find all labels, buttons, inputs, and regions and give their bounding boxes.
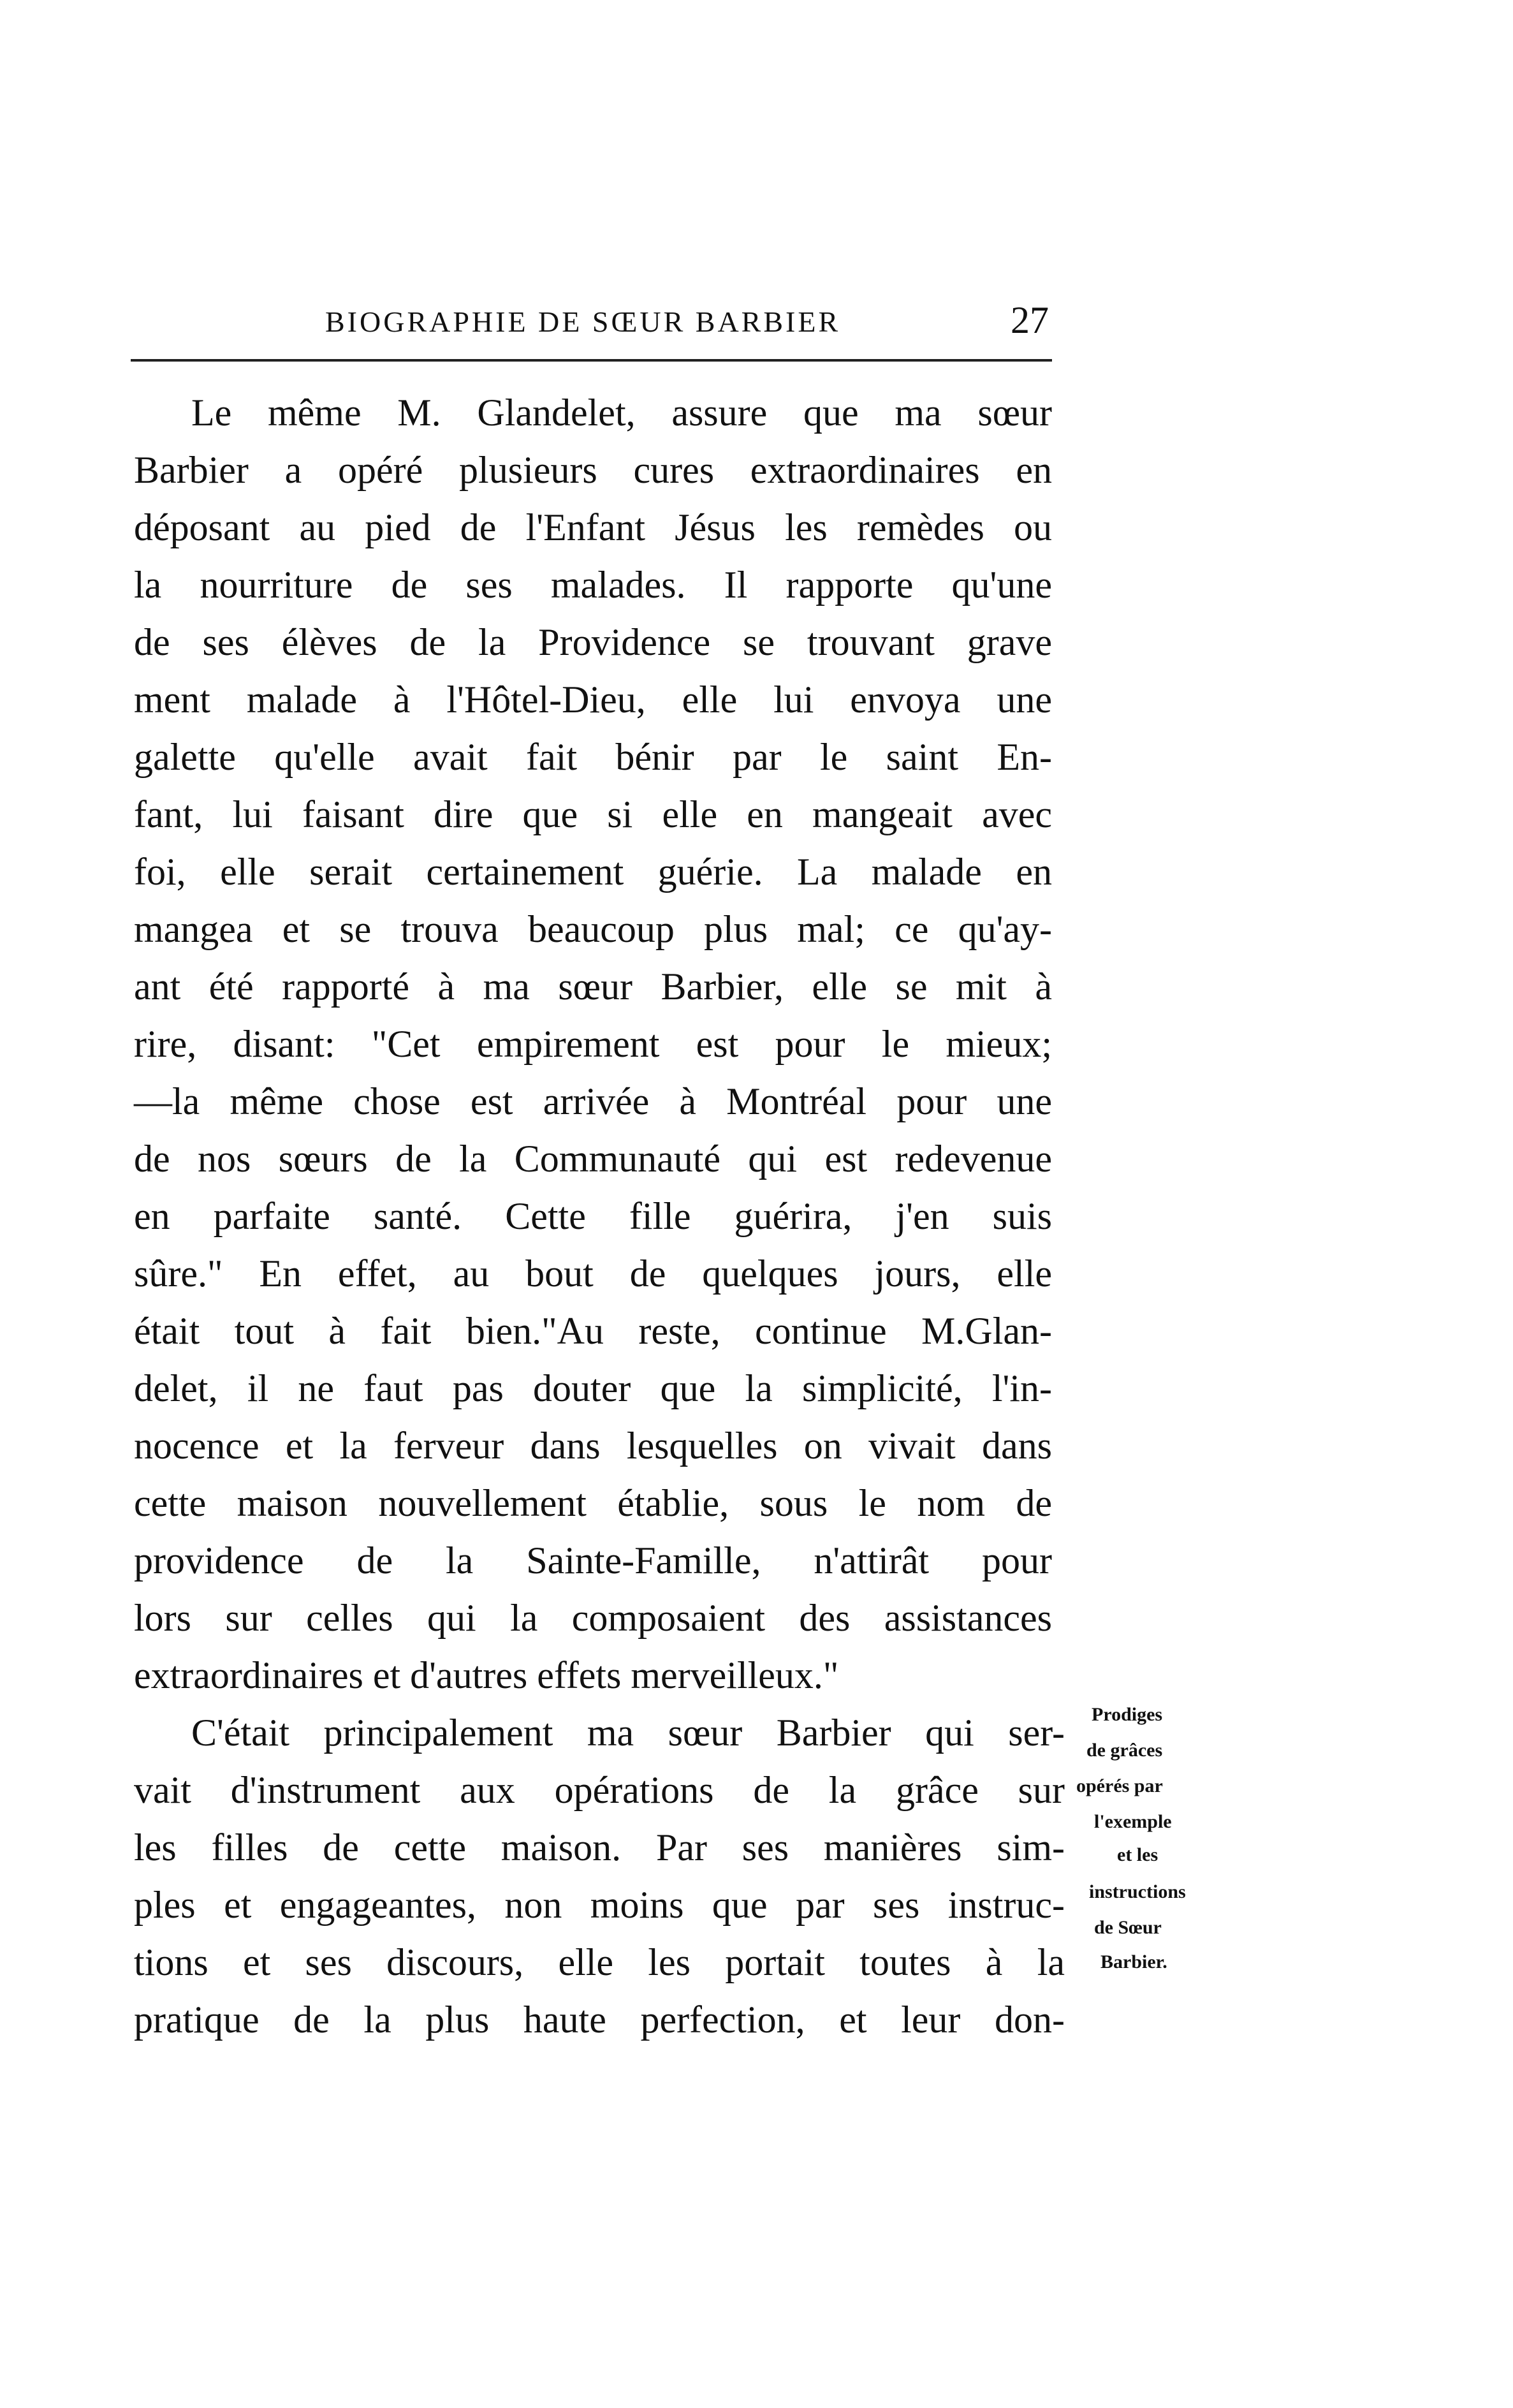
text-line: fant, lui faisant dire que si elle en mangeait avec (134, 793, 1052, 835)
text-line: extraordinaires et d'autres effets merveilleux." (134, 1654, 839, 1696)
margin-note-line: Barbier. (1100, 1951, 1167, 1972)
running-title: BIOGRAPHIE DE SŒUR BARBIER (325, 305, 841, 338)
text-line: delet, il ne faut pas douter que la simplicité, l'in- (134, 1367, 1052, 1409)
margin-note-line: Prodiges (1092, 1704, 1163, 1725)
text-line: en parfaite santé. Cette fille guérira, j'en suis (134, 1195, 1052, 1237)
text-line: foi, elle serait certainement guérie. La malade en (134, 851, 1052, 893)
text-line: —la même chose est arrivée à Montréal pour une (134, 1080, 1052, 1122)
text-line: C'était principalement ma sœur Barbier qui ser- (191, 1712, 1065, 1754)
text-line: tions et ses discours, elle les portait toutes à la (134, 1941, 1065, 1983)
margin-note-line: instructions (1089, 1881, 1186, 1902)
text-line: Le même M. Glandelet, assure que ma sœur (191, 392, 1052, 434)
text-line: galette qu'elle avait fait bénir par le saint En- (134, 736, 1052, 778)
margin-note-line: de Sœur (1094, 1917, 1162, 1938)
text-line: cette maison nouvellement établie, sous le nom de (134, 1482, 1052, 1524)
text-line: nocence et la ferveur dans lesquelles on vivait dans (134, 1425, 1052, 1467)
text-line: sûre." En effet, au bout de quelques jours, elle (134, 1252, 1052, 1295)
text-line: les filles de cette maison. Par ses manières sim- (134, 1826, 1065, 1868)
margin-note-line: de grâces (1086, 1740, 1163, 1761)
text-line: de nos sœurs de la Communauté qui est redevenue (134, 1138, 1052, 1180)
text-line: la nourriture de ses malades. Il rapporte qu'une (134, 564, 1052, 606)
text-line: pratique de la plus haute perfection, et leur don- (134, 1999, 1065, 2041)
text-line: lors sur celles qui la composaient des assistances (134, 1597, 1052, 1639)
text-line: de ses élèves de la Providence se trouvant grave (134, 621, 1052, 663)
margin-note-line: opérés par (1076, 1775, 1163, 1796)
running-head (325, 298, 1049, 343)
text-line: était tout à fait bien."Au reste, continue M.Glan- (134, 1310, 1052, 1352)
text-line: déposant au pied de l'Enfant Jésus les remèdes ou (134, 506, 1052, 548)
text-line: ant été rapporté à ma sœur Barbier, elle se mit à (134, 965, 1052, 1008)
page-number: 27 (1011, 299, 1049, 341)
text-line: vait d'instrument aux opérations de la grâce sur (134, 1769, 1065, 1811)
text-line: ment malade à l'Hôtel-Dieu, elle lui envoya une (134, 679, 1052, 721)
text-line: ples et engageantes, non moins que par ses instruc- (134, 1884, 1065, 1926)
text-line: mangea et se trouva beaucoup plus mal; ce qu'ay- (134, 908, 1052, 950)
text-line: rire, disant: "Cet empirement est pour le mieux; (134, 1023, 1052, 1065)
margin-note-line: et les (1117, 1844, 1159, 1865)
text-line: Barbier a opéré plusieurs cures extraordinaires en (134, 449, 1052, 491)
text-line: providence de la Sainte-Famille, n'attirât pour (134, 1539, 1052, 1582)
header-rule (131, 359, 1052, 362)
margin-note-line: l'exemple (1094, 1811, 1172, 1832)
